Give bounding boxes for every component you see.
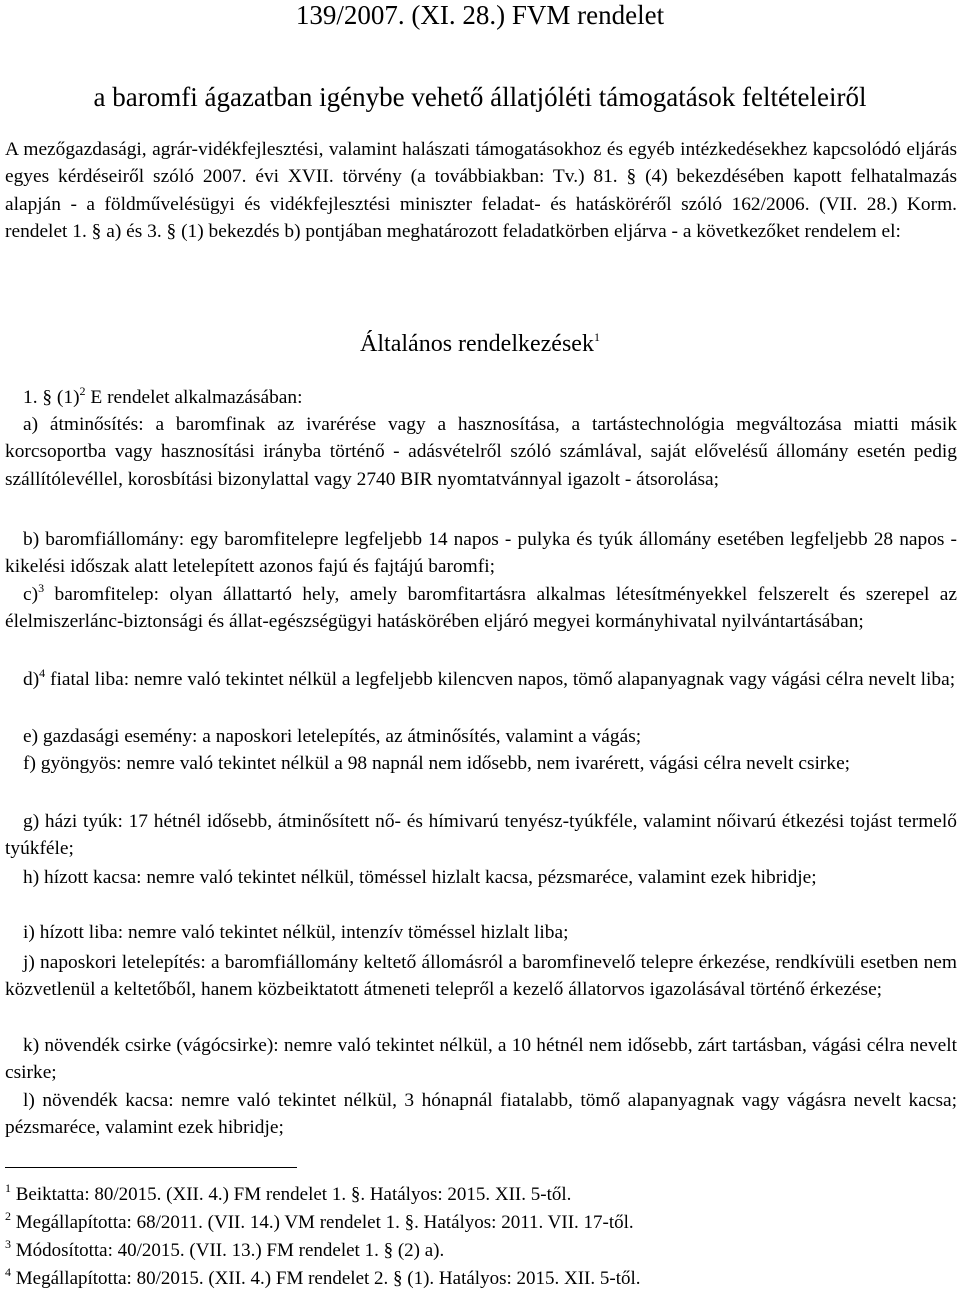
definition-term: d) (23, 669, 40, 690)
definition-item (5, 919, 957, 946)
definition-item (5, 949, 957, 1004)
definition-item (5, 864, 957, 891)
paragraph-intro: E rendelet alkalmazásában: (85, 387, 303, 408)
definition-term: l) növendék kacsa: (23, 1090, 174, 1111)
definition-text: nemre való tekintet nélkül, intenzív töméssel hizlalt liba; (123, 922, 569, 943)
footnote-ref: 4 (39, 665, 46, 680)
definition-term: b) baromfiállomány: (23, 529, 185, 550)
footnote-separator (5, 1167, 297, 1168)
definition-term: i) hízott liba: (23, 922, 124, 943)
footnote-text: Módosította: 40/2015. (VII. 13.) FM rendelet 1. § (2) a). (15, 1240, 445, 1261)
footnote-number: 4 (5, 1264, 11, 1279)
preamble: A mezőgazdasági, agrár-vidékfejlesztési, valamint halászati támogatásokhoz és egyéb intézkedésekhez kapcsolódó eljárás egyes kérdéseiről szóló 2007. évi XVII. törvény (a továbbiakban: Tv.) 81. § (4) bekezdésében kapott felhatalmazás alapján - a földművelésügyi és vidékfejlesztési miniszter feladat- és hatásköréről szóló 162/2006. (VII. 28.) Korm. rendelet 1. § a) és 3. § (1) bekezdés b) pontjában meghatározott feladatkörben eljárva - a következőket rendelem el: (5, 139, 957, 242)
decree-subject: a baromfi ágazatban igénybe vehető állatjóléti támogatások feltételeiről (93, 82, 867, 112)
paragraph-number: 1. § (1) (23, 387, 80, 408)
definition-term: a) átminősítés: (23, 414, 144, 435)
definition-item (5, 723, 957, 750)
definition-text: 17 hétnél idősebb, átminősített nő- és hímivarú tenyész-tyúkféle, valamint nőivarú étkezési tojást termelő tyúkféle; (5, 811, 957, 860)
definition-item (5, 411, 957, 493)
definition-term: c) (23, 584, 39, 605)
footnote-text: Megállapította: 68/2011. (VII. 14.) VM rendelet 1. §. Hatályos: 2011. VII. 17-től. (15, 1212, 634, 1233)
definition-text: nemre való tekintet nélkül, a 10 hétnél nem idősebb, zárt tartásban, vágási célra nevelt csirke; (5, 1035, 957, 1084)
definition-item (5, 526, 957, 581)
footnote (5, 1180, 945, 1207)
definition-term: j) naposkori letelepítés: (23, 952, 206, 973)
footnote-text: Beiktatta: 80/2015. (XII. 4.) FM rendelet 1. §. Hatályos: 2015. XII. 5-től. (15, 1184, 572, 1205)
footnote-ref: 3 (38, 580, 45, 595)
section-heading (0, 330, 960, 358)
footnote (5, 1264, 945, 1291)
definition-text: a baromfiállomány keltető állomásról a baromfinevelő telepre érkezése, rendkívüli esetben nem közvetlenül a keltetőből, hanem közbeiktatott átmeneti telepről a kezelő állatorvos igazolásával történő érkezése; (5, 952, 957, 1001)
definition-item (5, 1032, 957, 1087)
definition-item (5, 808, 957, 863)
definition-item (5, 581, 957, 636)
section-title: Általános rendelkezések (360, 331, 594, 357)
decree-reference: 139/2007. (XI. 28.) FVM rendelet (295, 0, 665, 30)
definition-text: nemre való tekintet nélkül, 3 hónapnál fiatalabb, tömő alapanyagnak vagy vágásra nevelt kacsa; pézsmaréce, valamint ezek hibridje; (5, 1090, 957, 1139)
footnote (5, 1208, 945, 1235)
definition-text: baromfitelep: olyan állattartó hely, amely baromfitartásra alkalmas létesítményekkel felszerelt és szerepel az élelmiszerlánc-biztonsági és állat-egészségügyi hatáskörében eljáró megyei kormányhivatal nyilvántartásában; (5, 584, 957, 633)
footnote-number: 3 (5, 1236, 11, 1251)
definition-item (5, 1087, 957, 1142)
definition-term: g) házi tyúk: (23, 811, 123, 832)
footnote (5, 1236, 945, 1263)
definition-term: f) gyöngyös: (23, 753, 122, 774)
footnote-number: 2 (5, 1208, 11, 1223)
definition-term: h) hízott kacsa: (23, 867, 142, 888)
footnote-text: Megállapította: 80/2015. (XII. 4.) FM rendelet 2. § (1). Hatályos: 2015. XII. 5-től. (15, 1268, 641, 1289)
definition-text: egy baromfitelepre legfeljebb 14 napos - pulyka és tyúk állomány esetében legfeljebb 28 napos - kikelési időszak alatt letelepített azonos fajú és fajtájú baromfi; (5, 529, 957, 578)
definition-term: e) gazdasági esemény: (23, 726, 198, 747)
definition-text: nemre való tekintet nélkül a 98 napnál nem idősebb, nem ivarérett, vágási célra nevelt csirke; (121, 753, 851, 774)
paragraph-1 (5, 384, 957, 411)
footnote-ref: 1 (593, 330, 600, 344)
definition-item (5, 750, 957, 777)
footnote-number: 1 (5, 1180, 11, 1195)
definition-text: a baromfinak az ivarérése vagy a hasznosítása, a tartástechnológia megváltozása miatti másik korcsoportba vagy hasznosítási irányba történő - adásvételről szóló számlával, saját elővelésű állomány esetén pedig szállítólevéllel, korosbítási bizonylattal vagy 2740 BIR nyomtatvánnyal igazolt - átsorolása; (5, 414, 957, 490)
definition-text: a naposkori letelepítés, az átminősítés, valamint a vágás; (197, 726, 642, 747)
definition-text: fiatal liba: nemre való tekintet nélkül a legfeljebb kilencven napos, tömő alapanyagnak vagy vágási célra nevelt liba; (45, 669, 956, 690)
definition-term: k) növendék csirke (vágócsirke): (23, 1035, 279, 1056)
definition-text: nemre való tekintet nélkül, töméssel hizlalt kacsa, pézsmaréce, valamint ezek hibridje; (141, 867, 817, 888)
definition-item (5, 666, 957, 693)
footnote-ref: 2 (79, 383, 86, 398)
